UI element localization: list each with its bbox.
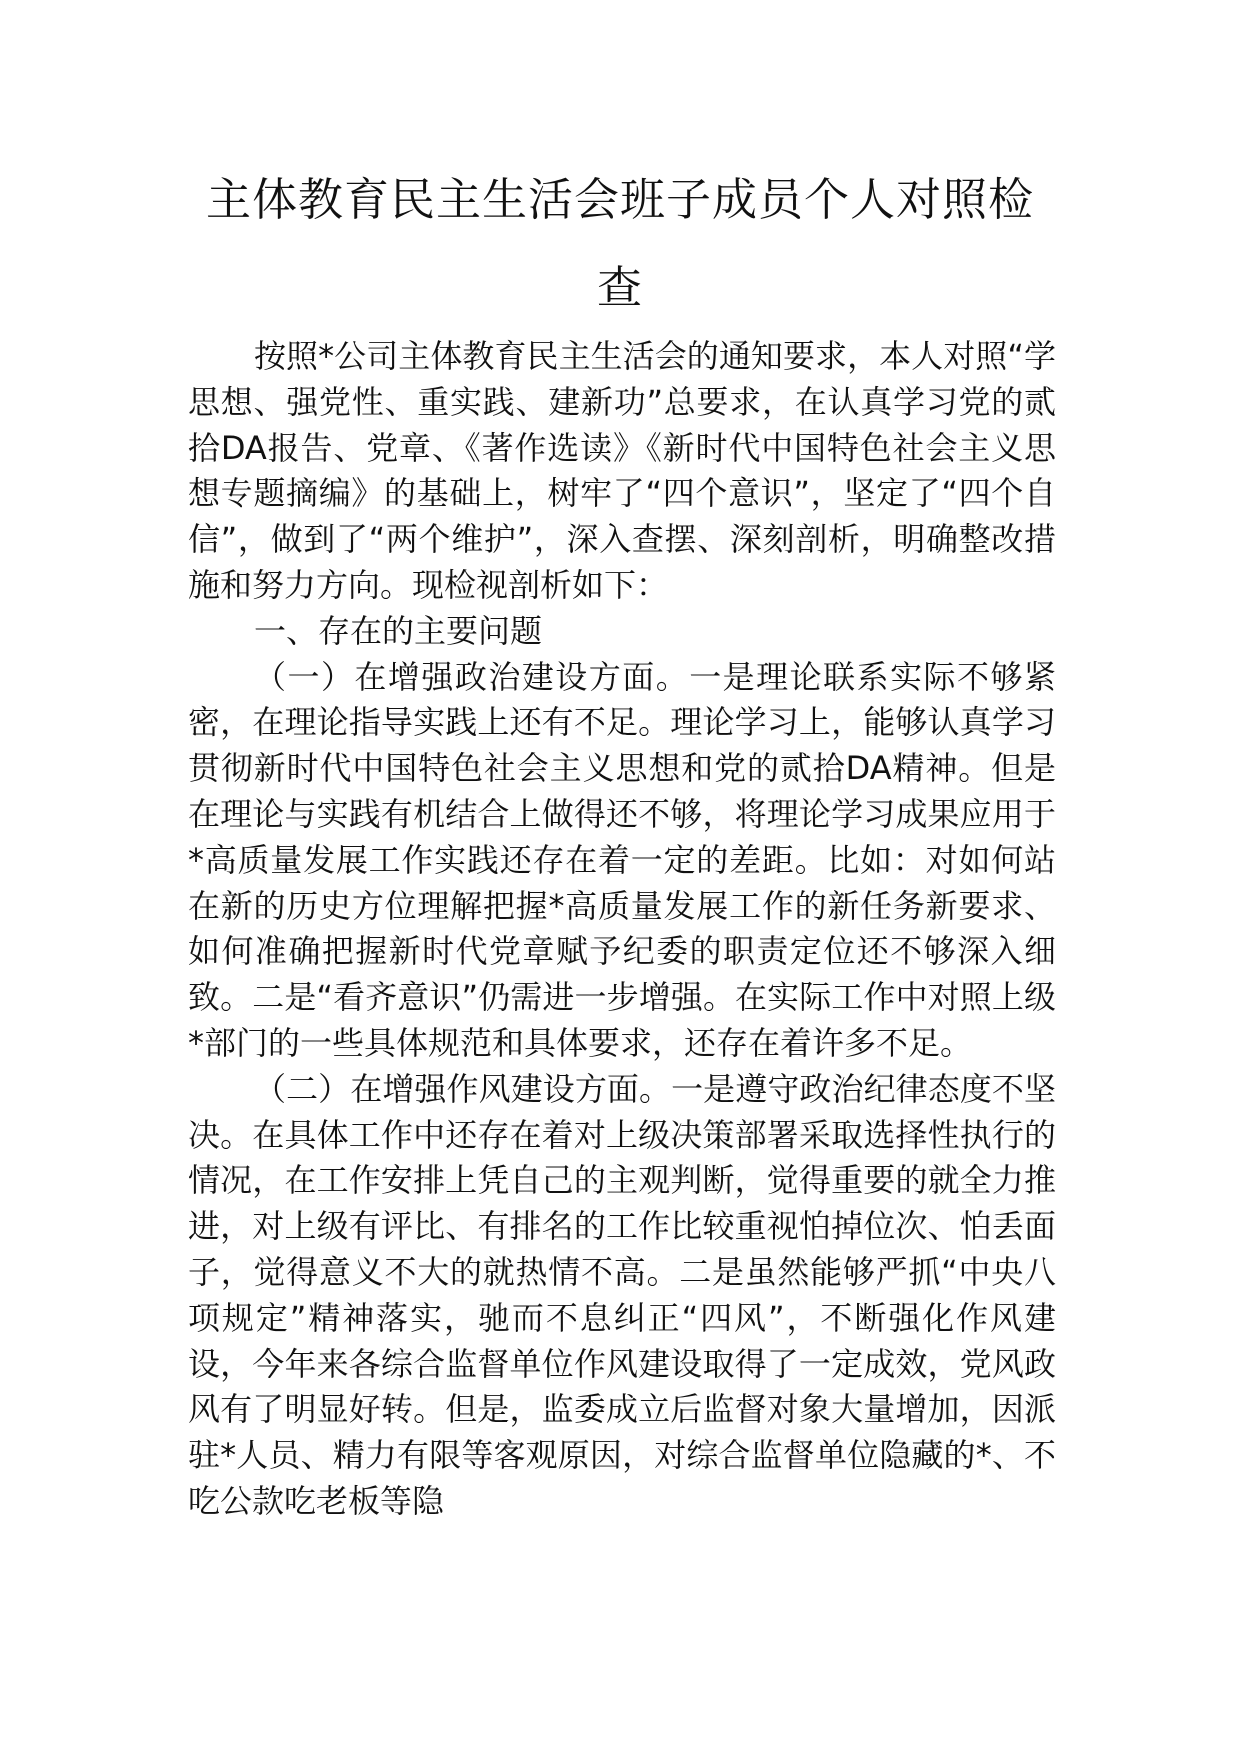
document-title-line-1: 主体教育民主生活会班子成员个人对照检 — [205, 173, 1034, 226]
intro-paragraph: 按照*公司主体教育民主生活会的通知要求，本人对照“学思想、强党性、重实践、建新功”总要求，在认真学习党的贰拾DA报告、党章、《著作选读》《新时代中国特色社会主义思想专题摘编》的基础上，树牢了“四个意识”，坚定了“四个自信”，做到了“两个维护”，深入查摆、深刻剖析，明确整改措施和努力方向。现检视剖析如下： — [188, 337, 1056, 604]
document-body — [188, 334, 1056, 1525]
paragraph-work-style-construction: （二）在增强作风建设方面。一是遵守政治纪律态度不坚决。在具体工作中还存在着对上级决策部署采取选择性执行的情况，在工作安排上凭自己的主观判断，觉得重要的就全力推进，对上级有评比、有排名的工作比较重视怕掉位次、怕丢面子，觉得意义不大的就热情不高。二是虽然能够严抓“中央八项规定”精神落实，驰而不息纠正“四风”，不断强化作风建设，今年来各综合监督单位作风建设取得了一定成效，党风政风有了明显好转。但是，监委成立后监督对象大量增加，因派驻*人员、精力有限等客观原因，对综合监督单位隐藏的*、不吃公款吃老板等隐 — [188, 1069, 1056, 1520]
section-heading-problems: 一、存在的主要问题 — [254, 611, 543, 650]
document-title-line-2: 查 — [596, 261, 643, 314]
paragraph-political-construction: （一）在增强政治建设方面。一是理论联系实际不够紧密，在理论指导实践上还有不足。理论学习上，能够认真学习贯彻新时代中国特色社会主义思想和党的贰拾DA精神。但是在理论与实践有机结合上做得还不够，将理论学习成果应用于*高质量发展工作实践还存在着一定的差距。比如：对如何站在新的历史方位理解把握*高质量发展工作的新任务新要求、如何准确把握新时代党章赋予纪委的职责定位还不够深入细致。二是“看齐意识”仍需进一步增强。在实际工作中对照上级*部门的一些具体规范和具体要求，还存在着许多不足。 — [188, 657, 1056, 1062]
